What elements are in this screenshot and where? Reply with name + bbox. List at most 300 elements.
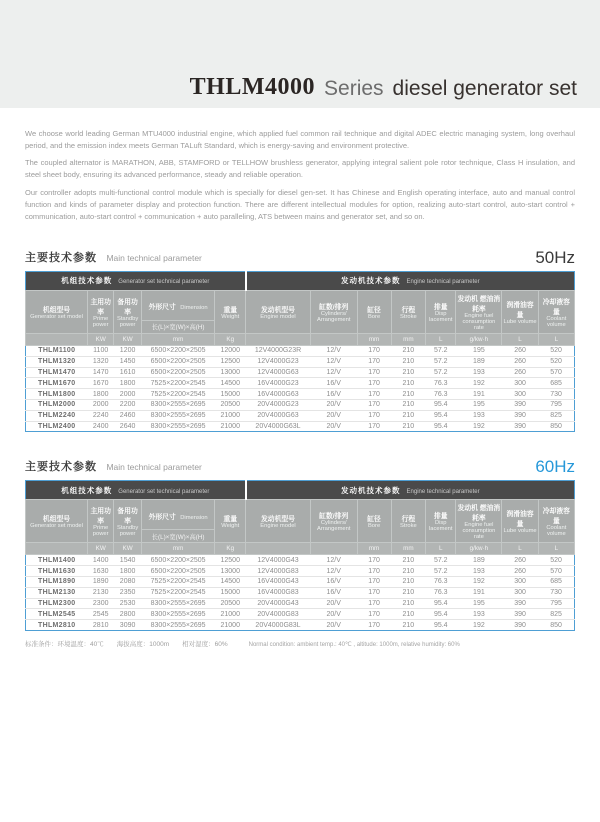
value-cell: 300 (502, 378, 538, 389)
value-cell: 210 (391, 576, 426, 587)
value-cell: 210 (391, 587, 426, 598)
value-cell: 1800 (114, 378, 141, 389)
value-cell: 170 (357, 399, 391, 410)
value-cell: 20V4000G83L (246, 620, 311, 631)
model-cell: THLM1100 (26, 345, 88, 356)
col-header: 冷却液容量 Coolant volume (538, 500, 574, 543)
value-cell: 16/V (310, 576, 357, 587)
footnote-altitude-zh: 海拔高度：1000m (116, 640, 170, 648)
table-row (26, 399, 575, 410)
value-cell: 12000 (215, 345, 246, 356)
value-cell: 170 (357, 367, 391, 378)
section-50hz (25, 248, 575, 432)
value-cell: 210 (391, 367, 426, 378)
table-row (26, 378, 575, 389)
col-header: 冷却液容量 Coolant volume (538, 290, 574, 333)
value-cell: 2400 (88, 421, 114, 432)
value-cell: 1800 (88, 389, 114, 400)
page-title-product: diesel generator set (392, 77, 577, 100)
value-cell: 1450 (114, 356, 141, 367)
spec-table (25, 480, 575, 631)
table-row (26, 620, 575, 631)
value-cell: 390 (502, 410, 538, 421)
model-cell: THLM1890 (26, 576, 88, 587)
col-header: 缸数/排列 Cylinders/ Arrangement (310, 500, 357, 543)
unit-cell: L (426, 333, 456, 345)
value-cell: 12V4000G83 (246, 566, 311, 577)
value-cell: 210 (391, 356, 426, 367)
unit-cell: L (502, 333, 538, 345)
section-title-zh: 主要技术参数 (25, 461, 97, 474)
value-cell: 170 (357, 378, 391, 389)
value-cell: 20V4000G83 (246, 609, 311, 620)
value-cell: 300 (502, 389, 538, 400)
value-cell: 6500×2200×2505 (141, 345, 215, 356)
col-header: 润滑油容量 Lube volume (502, 290, 538, 333)
value-cell: 16/V (310, 378, 357, 389)
value-cell: 170 (357, 555, 391, 566)
value-cell: 189 (456, 555, 502, 566)
unit-cell: L (426, 543, 456, 555)
value-cell: 730 (538, 587, 574, 598)
value-cell: 20V4000G23 (246, 399, 311, 410)
value-cell: 16V4000G83 (246, 587, 311, 598)
model-cell: THLM1800 (26, 389, 88, 400)
value-cell: 170 (357, 609, 391, 620)
unit-cell (310, 543, 357, 555)
value-cell: 95.4 (426, 609, 456, 620)
value-cell: 95.4 (426, 620, 456, 631)
value-cell: 2080 (114, 576, 141, 587)
unit-cell: g/kw·h (456, 543, 502, 555)
value-cell: 21000 (215, 620, 246, 631)
value-cell: 170 (357, 356, 391, 367)
value-cell: 20500 (215, 399, 246, 410)
value-cell: 12500 (215, 356, 246, 367)
value-cell: 13000 (215, 367, 246, 378)
value-cell: 193 (456, 609, 502, 620)
group-header-row (26, 481, 575, 500)
group-engine-header: 发动机技术参数 Engine technical parameter (246, 481, 575, 500)
unit-cell (310, 333, 357, 345)
unit-cell: mm (141, 543, 215, 555)
value-cell: 6500×2200×2505 (141, 555, 215, 566)
value-cell: 170 (357, 620, 391, 631)
value-cell: 2350 (114, 587, 141, 598)
column-header-row (26, 290, 575, 320)
value-cell: 390 (502, 421, 538, 432)
page-banner (0, 0, 600, 108)
intro-paragraph: Our controller adopts multi-functional control module which is specially for diesel gen-set. It has Chinese and English operating interface, auto and manual control function and kinds of parameter display and protection function. There are different intellectual modules for option, realizing auto-start control, auto-start control + communication, auto-start control + communication + auto paralleling, ATS between mains and generator set, and so on. (25, 187, 575, 221)
value-cell: 14500 (215, 378, 246, 389)
section-60hz (25, 457, 575, 631)
value-cell: 390 (502, 399, 538, 410)
value-cell: 12/V (310, 367, 357, 378)
value-cell: 850 (538, 421, 574, 432)
model-cell: THLM1400 (26, 555, 88, 566)
unit-cell: KW (88, 543, 114, 555)
table-row (26, 566, 575, 577)
table-row (26, 576, 575, 587)
value-cell: 685 (538, 378, 574, 389)
value-cell: 795 (538, 399, 574, 410)
value-cell: 685 (538, 576, 574, 587)
intro-paragraph: We choose world leading German MTU4000 industrial engine, which applied fuel common rail technique and digital ADEC electric managing system, long overhaul period, and the emission index meets German TALuft Standard, which is energy-saving and environment protective. (25, 129, 575, 151)
value-cell: 1100 (88, 345, 114, 356)
value-cell: 95.4 (426, 421, 456, 432)
value-cell: 20/V (310, 620, 357, 631)
value-cell: 12/V (310, 566, 357, 577)
value-cell: 1470 (88, 367, 114, 378)
value-cell: 20/V (310, 410, 357, 421)
value-cell: 210 (391, 566, 426, 577)
value-cell: 210 (391, 598, 426, 609)
unit-cell (26, 333, 88, 345)
value-cell: 1800 (114, 566, 141, 577)
value-cell: 16V4000G43 (246, 576, 311, 587)
unit-cell: KW (88, 333, 114, 345)
value-cell: 192 (456, 378, 502, 389)
value-cell: 95.4 (426, 399, 456, 410)
col-header: 行程 Stroke (391, 290, 426, 333)
dimension-formula: 长(L)×宽(W)×高(H) (141, 320, 215, 333)
value-cell: 76.3 (426, 576, 456, 587)
table-row (26, 356, 575, 367)
page-title-series: Series (324, 77, 384, 100)
value-cell: 14500 (215, 576, 246, 587)
unit-cell: KW (114, 333, 141, 345)
value-cell: 1400 (88, 555, 114, 566)
intro-section (0, 108, 600, 223)
col-header: 机组型号 Generator set model (26, 500, 88, 543)
section-title (25, 457, 202, 475)
value-cell: 76.3 (426, 378, 456, 389)
value-cell: 520 (538, 356, 574, 367)
section-title (25, 248, 202, 266)
value-cell: 170 (357, 345, 391, 356)
value-cell: 20/V (310, 421, 357, 432)
col-header: 缸径 Bore (357, 290, 391, 333)
value-cell: 7525×2200×2545 (141, 576, 215, 587)
col-header: 机组型号 Generator set model (26, 290, 88, 333)
value-cell: 210 (391, 389, 426, 400)
value-cell: 21000 (215, 410, 246, 421)
unit-cell: Kg (215, 333, 246, 345)
value-cell: 12V4000G43 (246, 555, 311, 566)
section-heading (25, 457, 575, 475)
value-cell: 300 (502, 587, 538, 598)
value-cell: 2530 (114, 598, 141, 609)
model-cell: THLM1670 (26, 378, 88, 389)
group-generator-header: 机组技术参数 Generator set technical parameter (26, 481, 246, 500)
value-cell: 390 (502, 620, 538, 631)
value-cell: 260 (502, 367, 538, 378)
model-cell: THLM2400 (26, 421, 88, 432)
value-cell: 210 (391, 609, 426, 620)
value-cell: 825 (538, 609, 574, 620)
value-cell: 16/V (310, 587, 357, 598)
value-cell: 1200 (114, 345, 141, 356)
value-cell: 3090 (114, 620, 141, 631)
section-heading (25, 248, 575, 266)
model-cell: THLM1630 (26, 566, 88, 577)
value-cell: 730 (538, 389, 574, 400)
value-cell: 210 (391, 421, 426, 432)
value-cell: 2800 (114, 609, 141, 620)
value-cell: 210 (391, 345, 426, 356)
value-cell: 16V4000G63 (246, 389, 311, 400)
value-cell: 570 (538, 566, 574, 577)
footnote-en: Normal condition: ambient temp.: 40℃ , altitude: 1000m, relative humidity: 60% (248, 641, 460, 648)
value-cell: 2460 (114, 410, 141, 421)
value-cell: 193 (456, 566, 502, 577)
col-header: 排量 Disp lacement (426, 290, 456, 333)
table-row (26, 598, 575, 609)
unit-row (26, 333, 575, 345)
value-cell: 1630 (88, 566, 114, 577)
value-cell: 520 (538, 555, 574, 566)
value-cell: 192 (456, 576, 502, 587)
value-cell: 2240 (88, 410, 114, 421)
value-cell: 825 (538, 410, 574, 421)
value-cell: 850 (538, 620, 574, 631)
value-cell: 170 (357, 566, 391, 577)
model-cell: THLM2240 (26, 410, 88, 421)
value-cell: 1320 (88, 356, 114, 367)
col-header: 发动机型号 Engine model (246, 290, 311, 333)
value-cell: 2300 (88, 598, 114, 609)
group-header-row (26, 271, 575, 290)
value-cell: 260 (502, 345, 538, 356)
unit-row (26, 543, 575, 555)
value-cell: 260 (502, 356, 538, 367)
model-cell: THLM2300 (26, 598, 88, 609)
unit-cell (246, 333, 311, 345)
unit-cell (26, 543, 88, 555)
value-cell: 7525×2200×2545 (141, 378, 215, 389)
model-cell: THLM2810 (26, 620, 88, 631)
col-header: 缸径 Bore (357, 500, 391, 543)
section-title-zh: 主要技术参数 (25, 251, 97, 264)
value-cell: 2000 (114, 389, 141, 400)
value-cell: 1540 (114, 555, 141, 566)
value-cell: 12500 (215, 555, 246, 566)
value-cell: 191 (456, 587, 502, 598)
value-cell: 170 (357, 576, 391, 587)
value-cell: 8300×2555×2695 (141, 421, 215, 432)
value-cell: 6500×2200×2505 (141, 356, 215, 367)
col-header: 发动机 燃油消耗率 Engine fuel consumption rate (456, 290, 502, 333)
table-row (26, 609, 575, 620)
col-header: 发动机型号 Engine model (246, 500, 311, 543)
value-cell: 57.2 (426, 555, 456, 566)
col-header: 备用功率 Standby power (114, 290, 141, 333)
value-cell: 21000 (215, 609, 246, 620)
value-cell: 2130 (88, 587, 114, 598)
footnote (25, 639, 575, 648)
value-cell: 210 (391, 555, 426, 566)
value-cell: 20/V (310, 609, 357, 620)
value-cell: 170 (357, 421, 391, 432)
model-cell: THLM2130 (26, 587, 88, 598)
value-cell: 210 (391, 378, 426, 389)
value-cell: 170 (357, 587, 391, 598)
col-header: 发动机 燃油消耗率 Engine fuel consumption rate (456, 500, 502, 543)
value-cell: 76.3 (426, 389, 456, 400)
value-cell: 8300×2555×2695 (141, 598, 215, 609)
footnote-humidity-zh: 相对湿度：60% (182, 640, 228, 648)
value-cell: 76.3 (426, 587, 456, 598)
value-cell: 20500 (215, 598, 246, 609)
col-header: 主用功率 Prime power (88, 290, 114, 333)
unit-cell: L (502, 543, 538, 555)
value-cell: 210 (391, 399, 426, 410)
unit-cell: mm (141, 333, 215, 345)
unit-cell: L (538, 333, 574, 345)
value-cell: 20/V (310, 399, 357, 410)
model-cell: THLM1320 (26, 356, 88, 367)
value-cell: 189 (456, 356, 502, 367)
value-cell: 6500×2200×2505 (141, 367, 215, 378)
column-header-row (26, 500, 575, 530)
col-header: 重量 Weight (215, 290, 246, 333)
value-cell: 170 (357, 598, 391, 609)
value-cell: 2810 (88, 620, 114, 631)
col-header: 备用功率 Standby power (114, 500, 141, 543)
unit-cell: KW (114, 543, 141, 555)
col-header-dimension: 外形尺寸 Dimension (141, 290, 215, 320)
value-cell: 95.4 (426, 410, 456, 421)
value-cell: 195 (456, 345, 502, 356)
value-cell: 1670 (88, 378, 114, 389)
col-header: 缸数/排列 Cylinders/ Arrangement (310, 290, 357, 333)
value-cell: 8300×2555×2695 (141, 399, 215, 410)
value-cell: 57.2 (426, 367, 456, 378)
value-cell: 8300×2555×2695 (141, 609, 215, 620)
unit-cell: Kg (215, 543, 246, 555)
value-cell: 57.2 (426, 356, 456, 367)
footnote-condition-zh: 标准条件：环境温度：40℃ (25, 640, 104, 648)
unit-cell: L (538, 543, 574, 555)
value-cell: 192 (456, 620, 502, 631)
value-cell: 195 (456, 399, 502, 410)
value-cell: 8300×2555×2695 (141, 620, 215, 631)
value-cell: 15000 (215, 389, 246, 400)
spec-table (25, 271, 575, 432)
unit-cell: mm (357, 333, 391, 345)
frequency-label: 50Hz (535, 247, 575, 267)
value-cell: 20V4000G63L (246, 421, 311, 432)
group-generator-header: 机组技术参数 Generator set technical parameter (26, 271, 246, 290)
value-cell: 12/V (310, 555, 357, 566)
col-header-dimension: 外形尺寸 Dimension (141, 500, 215, 530)
value-cell: 20V4000G63 (246, 410, 311, 421)
value-cell: 260 (502, 555, 538, 566)
value-cell: 300 (502, 576, 538, 587)
unit-cell: mm (357, 543, 391, 555)
col-header: 行程 Stroke (391, 500, 426, 543)
value-cell: 2640 (114, 421, 141, 432)
table-row (26, 555, 575, 566)
value-cell: 95.4 (426, 598, 456, 609)
spec-table-host-60hz (25, 480, 575, 631)
value-cell: 15000 (215, 587, 246, 598)
value-cell: 2000 (88, 399, 114, 410)
unit-cell: g/kw·h (456, 333, 502, 345)
value-cell: 20V4000G43 (246, 598, 311, 609)
col-header: 排量 Disp lacement (426, 500, 456, 543)
group-engine-header: 发动机技术参数 Engine technical parameter (246, 271, 575, 290)
value-cell: 210 (391, 620, 426, 631)
value-cell: 13000 (215, 566, 246, 577)
value-cell: 6500×2200×2505 (141, 566, 215, 577)
spec-table-host-50hz (25, 271, 575, 432)
model-cell: THLM2000 (26, 399, 88, 410)
value-cell: 1890 (88, 576, 114, 587)
value-cell: 390 (502, 609, 538, 620)
value-cell: 7525×2200×2545 (141, 389, 215, 400)
value-cell: 12V4000G23R (246, 345, 311, 356)
model-cell: THLM2545 (26, 609, 88, 620)
dimension-formula: 长(L)×宽(W)×高(H) (141, 530, 215, 543)
unit-cell: mm (391, 543, 426, 555)
page-title-model: THLM4000 (189, 74, 316, 100)
model-cell: THLM1470 (26, 367, 88, 378)
value-cell: 16/V (310, 389, 357, 400)
col-header: 主用功率 Prime power (88, 500, 114, 543)
unit-cell (246, 543, 311, 555)
intro-paragraph: The coupled alternator is MARATHON, ABB, STAMFORD or TELLHOW brushless generator, applying integral salient pole rotor technique, Class H insulation, and steel sheet body, ensuring its advanced performance, steady and reliable operation. (25, 158, 575, 180)
value-cell: 390 (502, 598, 538, 609)
value-cell: 191 (456, 389, 502, 400)
value-cell: 8300×2555×2695 (141, 410, 215, 421)
section-title-en: Main technical parameter (106, 462, 202, 473)
col-header: 重量 Weight (215, 500, 246, 543)
value-cell: 192 (456, 421, 502, 432)
table-row (26, 367, 575, 378)
value-cell: 12V4000G63 (246, 367, 311, 378)
value-cell: 7525×2200×2545 (141, 587, 215, 598)
value-cell: 193 (456, 410, 502, 421)
value-cell: 21000 (215, 421, 246, 432)
unit-cell: mm (391, 333, 426, 345)
table-row (26, 587, 575, 598)
value-cell: 795 (538, 598, 574, 609)
value-cell: 12/V (310, 356, 357, 367)
value-cell: 12V4000G23 (246, 356, 311, 367)
value-cell: 170 (357, 389, 391, 400)
table-row (26, 421, 575, 432)
frequency-label: 60Hz (535, 457, 575, 477)
table-row (26, 345, 575, 356)
table-row (26, 410, 575, 421)
value-cell: 16V4000G23 (246, 378, 311, 389)
col-header: 润滑油容量 Lube volume (502, 500, 538, 543)
value-cell: 193 (456, 367, 502, 378)
value-cell: 195 (456, 598, 502, 609)
value-cell: 2200 (114, 399, 141, 410)
value-cell: 170 (357, 410, 391, 421)
value-cell: 1610 (114, 367, 141, 378)
table-row (26, 389, 575, 400)
value-cell: 2545 (88, 609, 114, 620)
section-title-en: Main technical parameter (106, 252, 202, 263)
value-cell: 570 (538, 367, 574, 378)
value-cell: 20/V (310, 598, 357, 609)
value-cell: 12/V (310, 345, 357, 356)
value-cell: 520 (538, 345, 574, 356)
value-cell: 57.2 (426, 345, 456, 356)
